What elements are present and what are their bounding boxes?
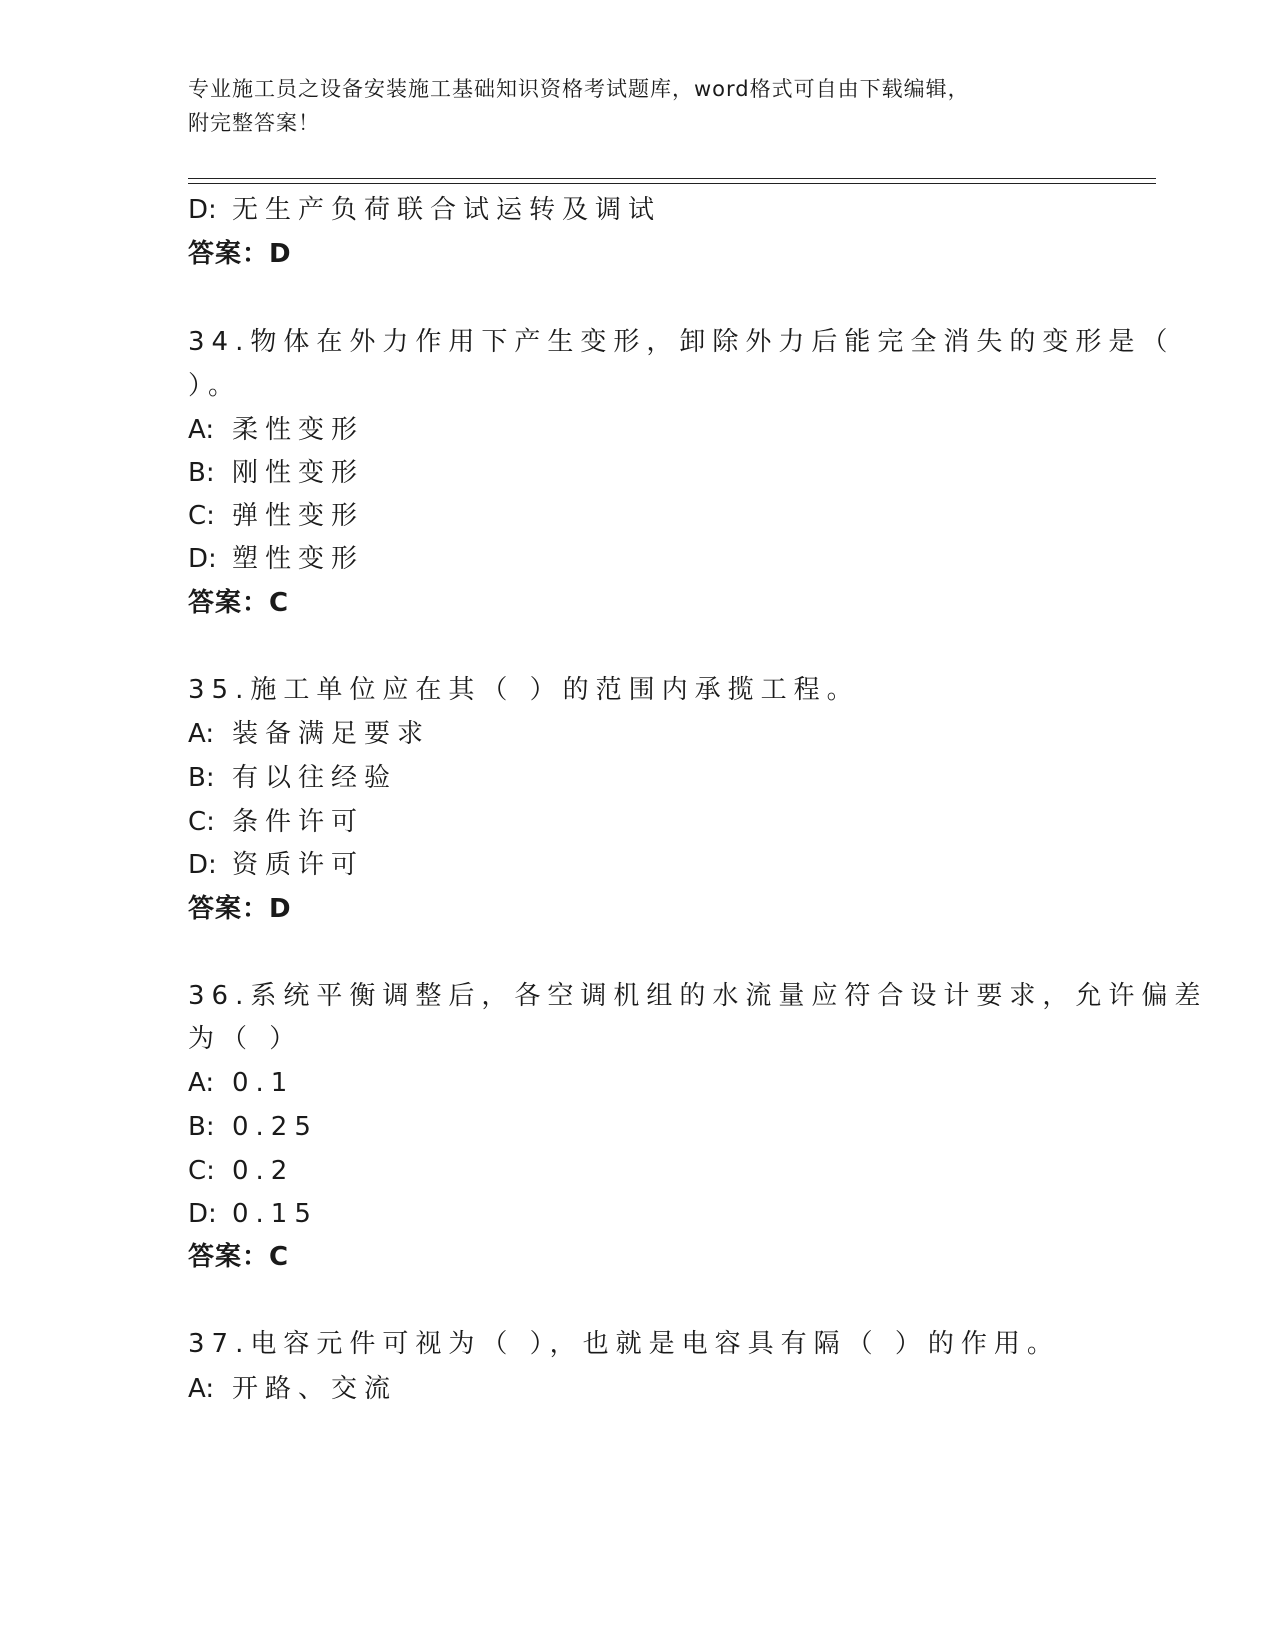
q36-stem-line-2: 为（ ） xyxy=(188,1024,303,1054)
option-text: 无生产负荷联合试运转及调试 xyxy=(232,195,662,225)
q33-answer: 答案：D xyxy=(188,239,292,269)
option-label: C: xyxy=(188,501,215,531)
option-text: 弹性变形 xyxy=(232,501,365,531)
option-text: 柔性变形 xyxy=(232,415,365,445)
document-header xyxy=(188,72,1078,140)
option-text: 0.15 xyxy=(232,1199,318,1229)
option-label: D: xyxy=(188,544,217,574)
q35-option-c xyxy=(188,805,364,839)
option-label: D: xyxy=(188,195,217,225)
q35-option-b xyxy=(188,761,397,795)
q36-option-d xyxy=(188,1197,318,1231)
option-label: A: xyxy=(188,1068,215,1098)
q37-stem-line-1: 37.电容元件可视为（ ），也就是电容具有隔（ ）的作用。 xyxy=(188,1329,1060,1359)
option-label: C: xyxy=(188,1156,215,1186)
q36-stem-line-1: 36.系统平衡调整后，各空调机组的水流量应符合设计要求，允许偏差 xyxy=(188,981,1208,1011)
option-text: 塑性变形 xyxy=(232,544,365,574)
q35-answer: 答案：D xyxy=(188,894,292,924)
option-text: 有以往经验 xyxy=(232,763,398,793)
q34-option-b xyxy=(188,456,364,490)
option-text: 0.1 xyxy=(232,1068,295,1098)
option-label: A: xyxy=(188,1374,215,1404)
header-divider-bottom xyxy=(188,183,1156,184)
option-label: D: xyxy=(188,850,217,880)
q36-option-c xyxy=(188,1154,294,1188)
q34-option-c xyxy=(188,499,364,533)
option-label: B: xyxy=(188,458,215,488)
q36-option-b xyxy=(188,1110,318,1144)
q34-option-a xyxy=(188,413,364,447)
q35-option-a xyxy=(188,717,430,751)
q34-option-d xyxy=(188,542,364,576)
header-line-2: 附完整答案！ xyxy=(188,111,320,135)
q35-option-d xyxy=(188,848,364,882)
option-label: A: xyxy=(188,415,215,445)
q34-stem-line-1: 34.物体在外力作用下产生变形，卸除外力后能完全消失的变形是（ xyxy=(188,327,1175,357)
q34-stem-line-2: ）。 xyxy=(188,371,242,401)
header-divider-top xyxy=(188,178,1156,179)
option-text: 刚性变形 xyxy=(232,458,365,488)
option-label: A: xyxy=(188,719,215,749)
option-text: 装备满足要求 xyxy=(232,719,431,749)
option-text: 0.25 xyxy=(232,1112,318,1142)
option-label: D: xyxy=(188,1199,217,1229)
q37-option-a xyxy=(188,1372,397,1406)
option-label: C: xyxy=(188,807,215,837)
option-text: 开路、交流 xyxy=(232,1374,398,1404)
q34-answer: 答案：C xyxy=(188,588,290,618)
q33-option-d xyxy=(188,193,661,227)
option-text: 资质许可 xyxy=(232,850,365,880)
option-text: 条件许可 xyxy=(232,807,365,837)
q36-option-a xyxy=(188,1066,294,1100)
option-label: B: xyxy=(188,763,215,793)
header-line-1: 专业施工员之设备安装施工基础知识资格考试题库，word格式可自由下载编辑， xyxy=(188,77,970,101)
q36-answer: 答案：C xyxy=(188,1242,290,1272)
q35-stem-line-1: 35.施工单位应在其（ ）的范围内承揽工程。 xyxy=(188,675,860,705)
option-text: 0.2 xyxy=(232,1156,295,1186)
option-label: B: xyxy=(188,1112,215,1142)
